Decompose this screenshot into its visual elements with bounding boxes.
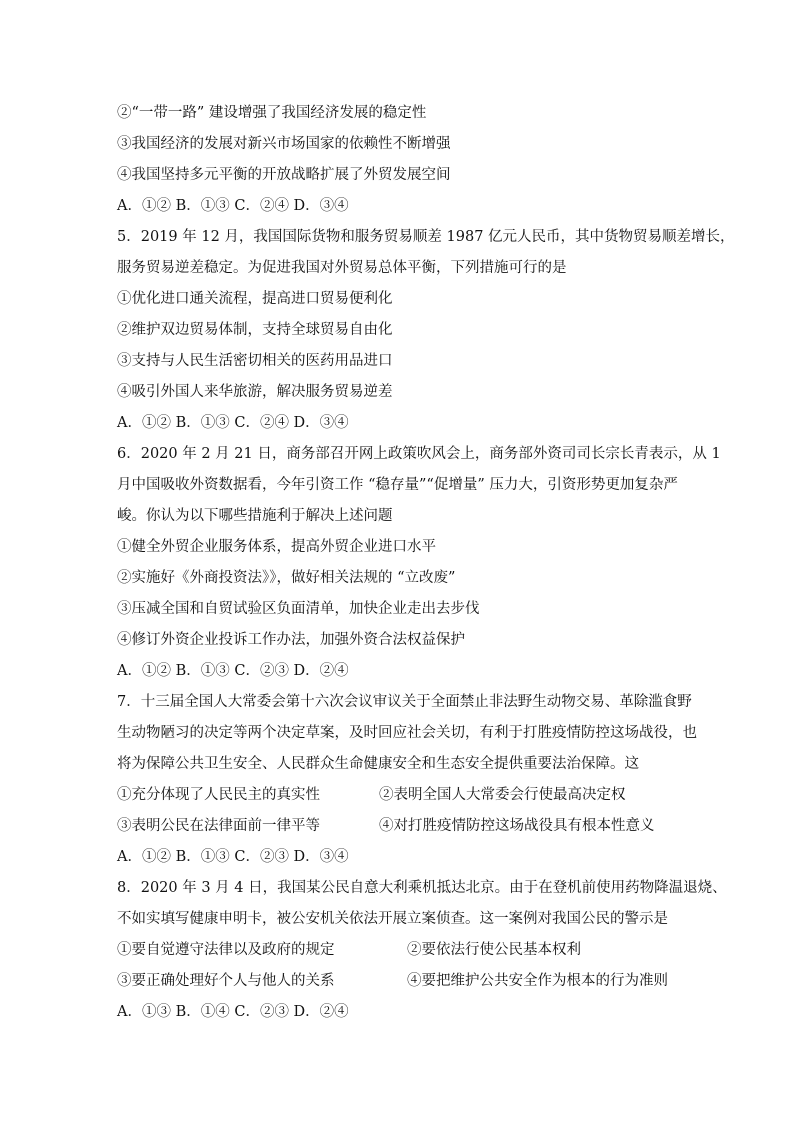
exam-page [117,98,735,1028]
q8-options-row-1 [117,935,677,966]
q7-stem-line-3: 将为保障公共卫生安全、人民群众生命健康安全和生态安全提供重要法治保障。这 [117,756,639,772]
question-7 [117,687,697,873]
q8-option-3: ③要正确处理好个人与他人的关系 [117,973,335,989]
q6-option-4: ④修订外资企业投诉工作办法，加强外资合法权益保护 [117,632,465,648]
q8-stem-line-1: 8．2020 年 3 月 4 日，我国某公民自意大利乘机抵达北京。由于在登机前使用药物降温退烧、 [117,880,727,896]
q7-option-3: ③表明公民在法律面前一律平等 [117,818,320,834]
q7-stem-line-1: 7．十三届全国人大常委会第十六次会议审议关于全面禁止非法野生动物交易、革除滥食野 [117,694,692,710]
q6-answer-choices: A．①② B．①③ C．②③ D．②④ [117,663,349,679]
question-4-tail [117,98,677,222]
q8-option-4: ④要把维护公共安全作为根本的行为准则 [407,973,668,989]
q8-option-2: ②要依法行使公民基本权利 [407,942,581,958]
q8-options-row-2 [117,966,677,997]
q4-option-2: ②“一带一路” 建设增强了我国经济发展的稳定性 [117,105,427,121]
q8-answer-choices: A．①③ B．①④ C．②③ D．②④ [117,1004,349,1020]
q7-option-1: ①充分体现了人民民主的真实性 [117,787,320,803]
question-8 [117,873,727,1028]
q6-option-3: ③压减全国和自贸试验区负面清单，加快企业走出去步伐 [117,601,480,617]
q7-options-row-2 [117,811,677,842]
q5-option-1: ①优化进口通关流程，提高进口贸易便利化 [117,291,393,307]
q5-stem-line-1: 5．2019 年 12 月，我国国际货物和服务贸易顺差 1987 亿元人民币，其中货物贸易顺差增长， [117,229,735,245]
question-5 [117,222,735,439]
q6-stem-line-3: 峻。你认为以下哪些措施利于解决上述问题 [117,508,393,524]
q5-stem-line-2: 服务贸易逆差稳定。为促进我国对外贸易总体平衡，下列措施可行的是 [117,260,567,276]
q6-option-2: ②实施好《外商投资法》》，做好相关法规的 “立改废” [117,570,456,586]
q6-stem-line-1: 6．2020 年 2 月 21 日，商务部召开网上政策吹风会上，商务部外资司司长宗长青表示，从 1 [117,446,721,462]
q8-option-1: ①要自觉遵守法律以及政府的规定 [117,942,335,958]
q4-answer-choices: A．①② B．①③ C．②④ D．③④ [117,198,349,214]
q7-stem-line-2: 生动物陋习的决定等两个决定草案，及时回应社会关切，有利于打胜疫情防控这场战役，也 [117,725,697,741]
q4-option-3: ③我国经济的发展对新兴市场国家的依赖性不断增强 [117,136,451,152]
q5-answer-choices: A．①② B．①③ C．②④ D．③④ [117,415,349,431]
q7-option-4: ④对打胜疫情防控这场战役具有根本性意义 [379,818,655,834]
q6-option-1: ①健全外贸企业服务体系，提高外贸企业进口水平 [117,539,436,555]
question-6 [117,439,721,687]
q8-stem-line-2: 不如实填写健康申明卡，被公安机关依法开展立案侦查。这一案例对我国公民的警示是 [117,911,668,927]
q7-options-row-1 [117,780,677,811]
q5-option-2: ②维护双边贸易体制，支持全球贸易自由化 [117,322,393,338]
q4-option-4: ④我国坚持多元平衡的开放战略扩展了外贸发展空间 [117,167,451,183]
q7-option-2: ②表明全国人大常委会行使最高决定权 [379,787,626,803]
q6-stem-line-2: 月中国吸收外资数据看，今年引资工作 “稳存量”“促增量” 压力大，引资形势更加复杂严 [117,477,678,493]
q5-option-4: ④吸引外国人来华旅游，解决服务贸易逆差 [117,384,393,400]
q7-answer-choices: A．①② B．①③ C．②③ D．③④ [117,849,349,865]
q5-option-3: ③支持与人民生活密切相关的医药用品进口 [117,353,393,369]
